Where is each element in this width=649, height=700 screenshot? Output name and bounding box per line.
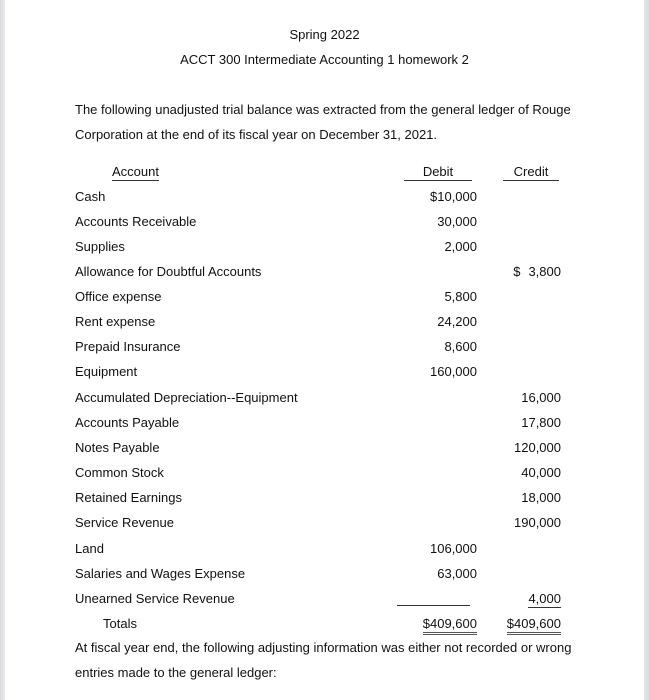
table-row (0, 591, 649, 609)
account-name: Allowance for Doubtful Accounts (75, 264, 262, 279)
table-row (0, 214, 649, 232)
totals-row (0, 616, 649, 634)
credit-amount: 40,000 (521, 465, 561, 480)
debit-amount: 8,600 (444, 339, 477, 354)
account-name: Prepaid Insurance (75, 339, 181, 354)
table-row (0, 465, 649, 483)
debit-amount: 2,000 (444, 239, 477, 254)
total-debit: $409,600 (423, 616, 477, 635)
adjusting-info-paragraph: At fiscal year end, the following adjusting information was either not recorded or wrong entries made to the general ledger: (75, 640, 572, 680)
total-credit: $409,600 (507, 616, 561, 635)
totals-label: Totals (103, 616, 137, 631)
term-title: Spring 2022 (289, 27, 360, 42)
account-name: Notes Payable (75, 440, 160, 455)
table-row (0, 566, 649, 584)
table-row (0, 364, 649, 382)
table-row (0, 415, 649, 433)
debit-amount: $10,000 (430, 189, 477, 204)
account-name: Salaries and Wages Expense (75, 566, 246, 581)
table-row (0, 440, 649, 458)
intro-paragraph: The following unadjusted trial balance was extracted from the general ledger of Rouge Corporation at the end of its fiscal year on December 31, 2021. (75, 102, 571, 142)
account-name: Unearned Service Revenue (75, 591, 235, 606)
table-row (0, 189, 649, 207)
table-row (0, 515, 649, 533)
table-row (0, 339, 649, 357)
credit-amount: 18,000 (521, 490, 561, 505)
account-name: Cash (75, 189, 106, 204)
account-name: Rent expense (75, 314, 156, 329)
table-row (0, 314, 649, 332)
credit-amount: 190,000 (514, 515, 561, 530)
debit-subtotal-rule (397, 605, 470, 606)
debit-amount: 5,800 (444, 289, 477, 304)
credit-amount (513, 264, 561, 279)
debit-amount: 160,000 (430, 364, 477, 379)
account-name: Equipment (75, 364, 138, 379)
credit-amount: 4,000 (528, 591, 561, 606)
credit-amount: 17,800 (521, 415, 561, 430)
account-name: Accumulated Depreciation--Equipment (75, 390, 298, 405)
credit-value: 3,800 (528, 264, 561, 279)
debit-amount: 63,000 (437, 566, 477, 581)
debit-amount: 24,200 (437, 314, 477, 329)
course-title: ACCT 300 Intermediate Accounting 1 homework 2 (180, 52, 469, 67)
account-name: Retained Earnings (75, 490, 182, 505)
table-row (0, 390, 649, 408)
table-row (0, 264, 649, 282)
credit-amount: 16,000 (521, 390, 561, 405)
account-name: Land (75, 541, 104, 556)
column-header-account: Account (112, 164, 159, 179)
debit-amount: 106,000 (430, 541, 477, 556)
column-header-debit: Debit (404, 164, 472, 181)
account-name: Service Revenue (75, 515, 174, 530)
account-name: Accounts Payable (75, 415, 180, 430)
account-name: Common Stock (75, 465, 164, 480)
account-name: Accounts Receivable (75, 214, 197, 229)
table-row (0, 490, 649, 508)
debit-amount: 30,000 (437, 214, 477, 229)
table-row (0, 541, 649, 559)
dollar-sign: $ (513, 264, 521, 279)
account-name: Supplies (75, 239, 125, 254)
column-header-credit: Credit (503, 164, 559, 181)
account-name: Office expense (75, 289, 162, 304)
table-row (0, 239, 649, 257)
credit-amount: 120,000 (514, 440, 561, 455)
table-row (0, 289, 649, 307)
